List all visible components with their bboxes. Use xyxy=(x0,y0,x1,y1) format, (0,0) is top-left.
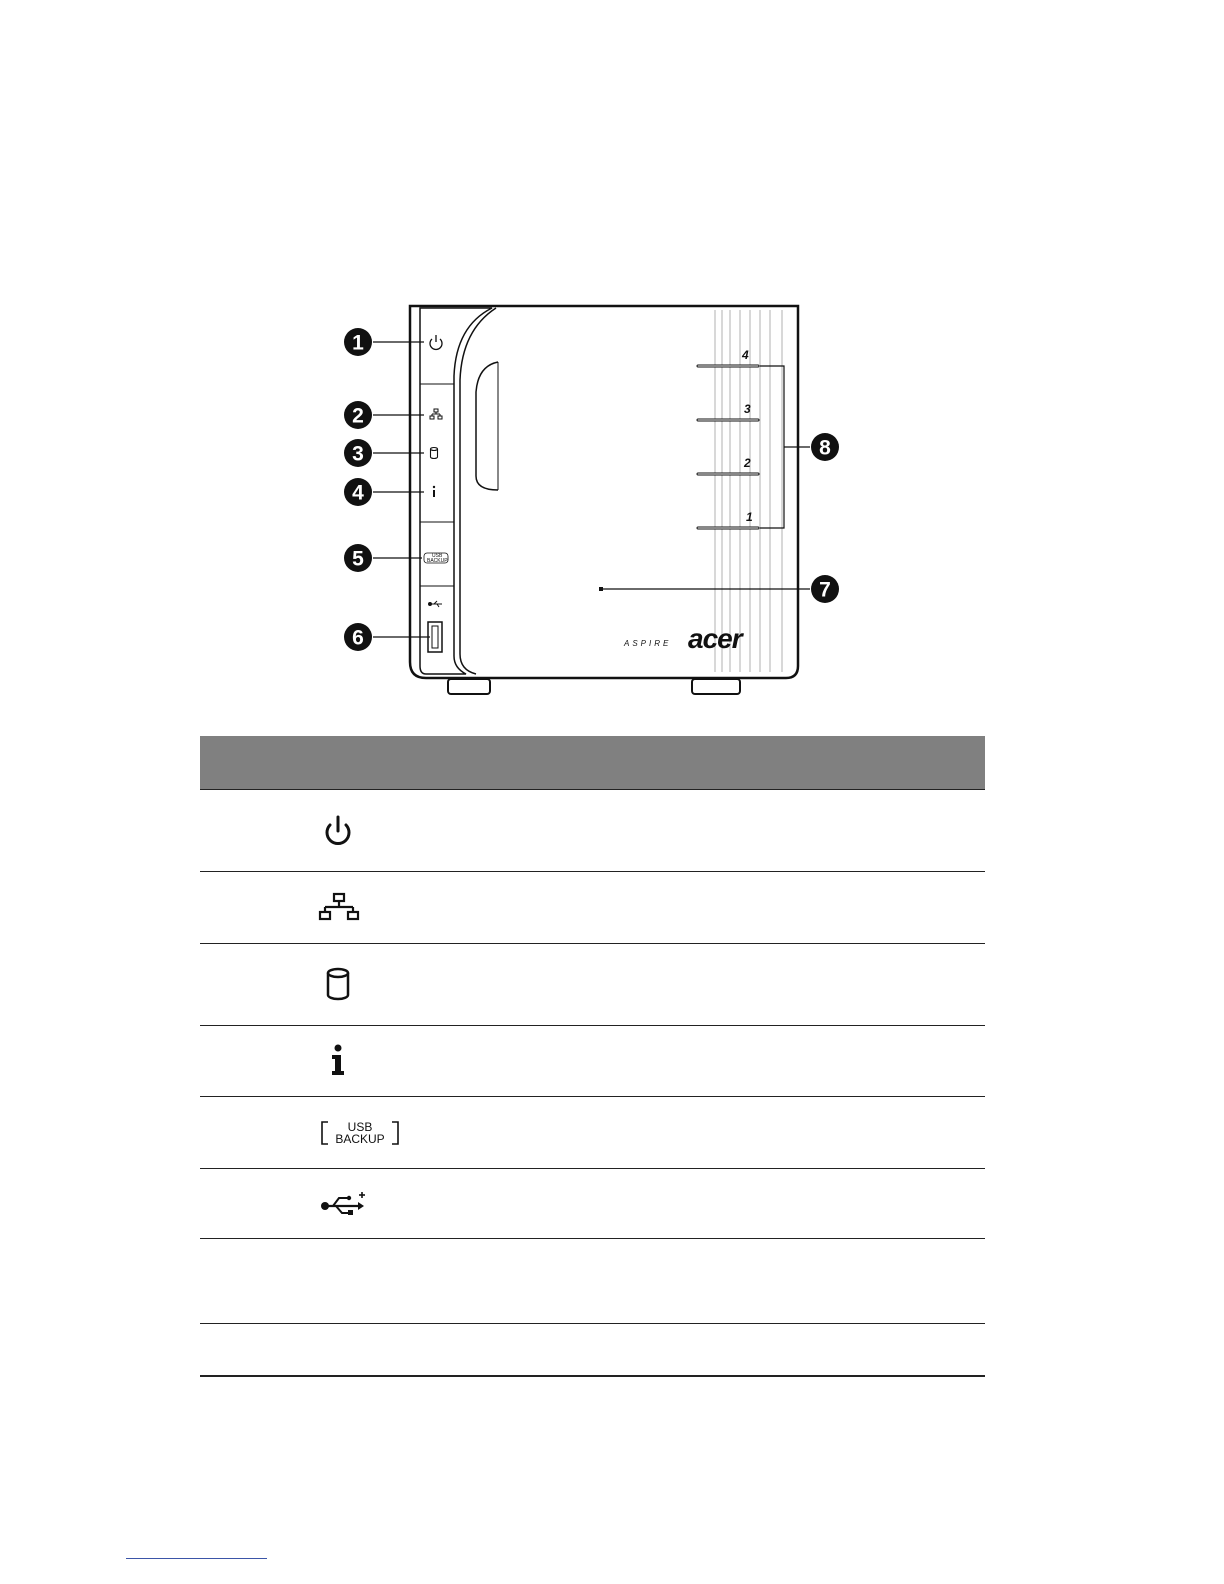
info-icon xyxy=(300,1041,450,1081)
footer-link-underline[interactable] xyxy=(126,1558,267,1559)
svg-text:1: 1 xyxy=(746,510,753,524)
svg-text:3: 3 xyxy=(352,442,364,466)
svg-text:1: 1 xyxy=(352,331,364,355)
right-foot xyxy=(692,679,740,694)
table-row xyxy=(200,1169,985,1239)
svg-text:3: 3 xyxy=(744,402,751,416)
svg-text:8: 8 xyxy=(819,436,831,460)
table-row xyxy=(200,872,985,944)
svg-text:6: 6 xyxy=(352,626,364,650)
svg-text:USB: USB xyxy=(347,1119,373,1134)
acer-logo: acer xyxy=(688,623,742,654)
network-icon xyxy=(300,890,450,926)
callout-7 xyxy=(811,575,839,603)
table-row xyxy=(200,1026,985,1097)
callout-4 xyxy=(344,478,372,506)
table-row xyxy=(200,944,985,1026)
aspire-logo: ASPIRE xyxy=(624,639,672,648)
callout-5 xyxy=(344,544,372,572)
callout-2 xyxy=(344,401,372,429)
table-row xyxy=(200,790,985,872)
left-foot xyxy=(448,679,490,694)
header-cell-description xyxy=(450,736,985,790)
callout-3 xyxy=(344,439,372,467)
svg-text:4: 4 xyxy=(352,481,364,505)
svg-text:4: 4 xyxy=(742,348,749,362)
svg-text:BACKUP: BACKUP xyxy=(335,1131,385,1146)
header-cell-icon xyxy=(300,736,450,790)
callout-8 xyxy=(811,433,839,461)
table-header-row xyxy=(200,736,985,790)
svg-text:USB: USB xyxy=(432,553,443,559)
svg-text:7: 7 xyxy=(819,578,831,602)
power-icon xyxy=(300,811,450,851)
callout-1 xyxy=(344,328,372,356)
table-row xyxy=(200,1097,985,1169)
device-front-view-figure xyxy=(330,296,860,706)
svg-text:5: 5 xyxy=(352,547,364,571)
svg-text:2: 2 xyxy=(352,404,364,428)
table-row xyxy=(200,1324,985,1376)
hard-disk-icon xyxy=(300,965,450,1005)
table-row xyxy=(200,1239,985,1324)
callout-6 xyxy=(344,623,372,651)
usb-icon xyxy=(300,1189,450,1219)
legend-table xyxy=(200,736,985,1377)
panel-info-icon xyxy=(433,486,435,497)
svg-text:BACKUP: BACKUP xyxy=(427,558,448,564)
svg-text:2: 2 xyxy=(744,456,751,470)
usb-backup-icon xyxy=(300,1118,450,1148)
header-cell-number xyxy=(200,736,300,790)
